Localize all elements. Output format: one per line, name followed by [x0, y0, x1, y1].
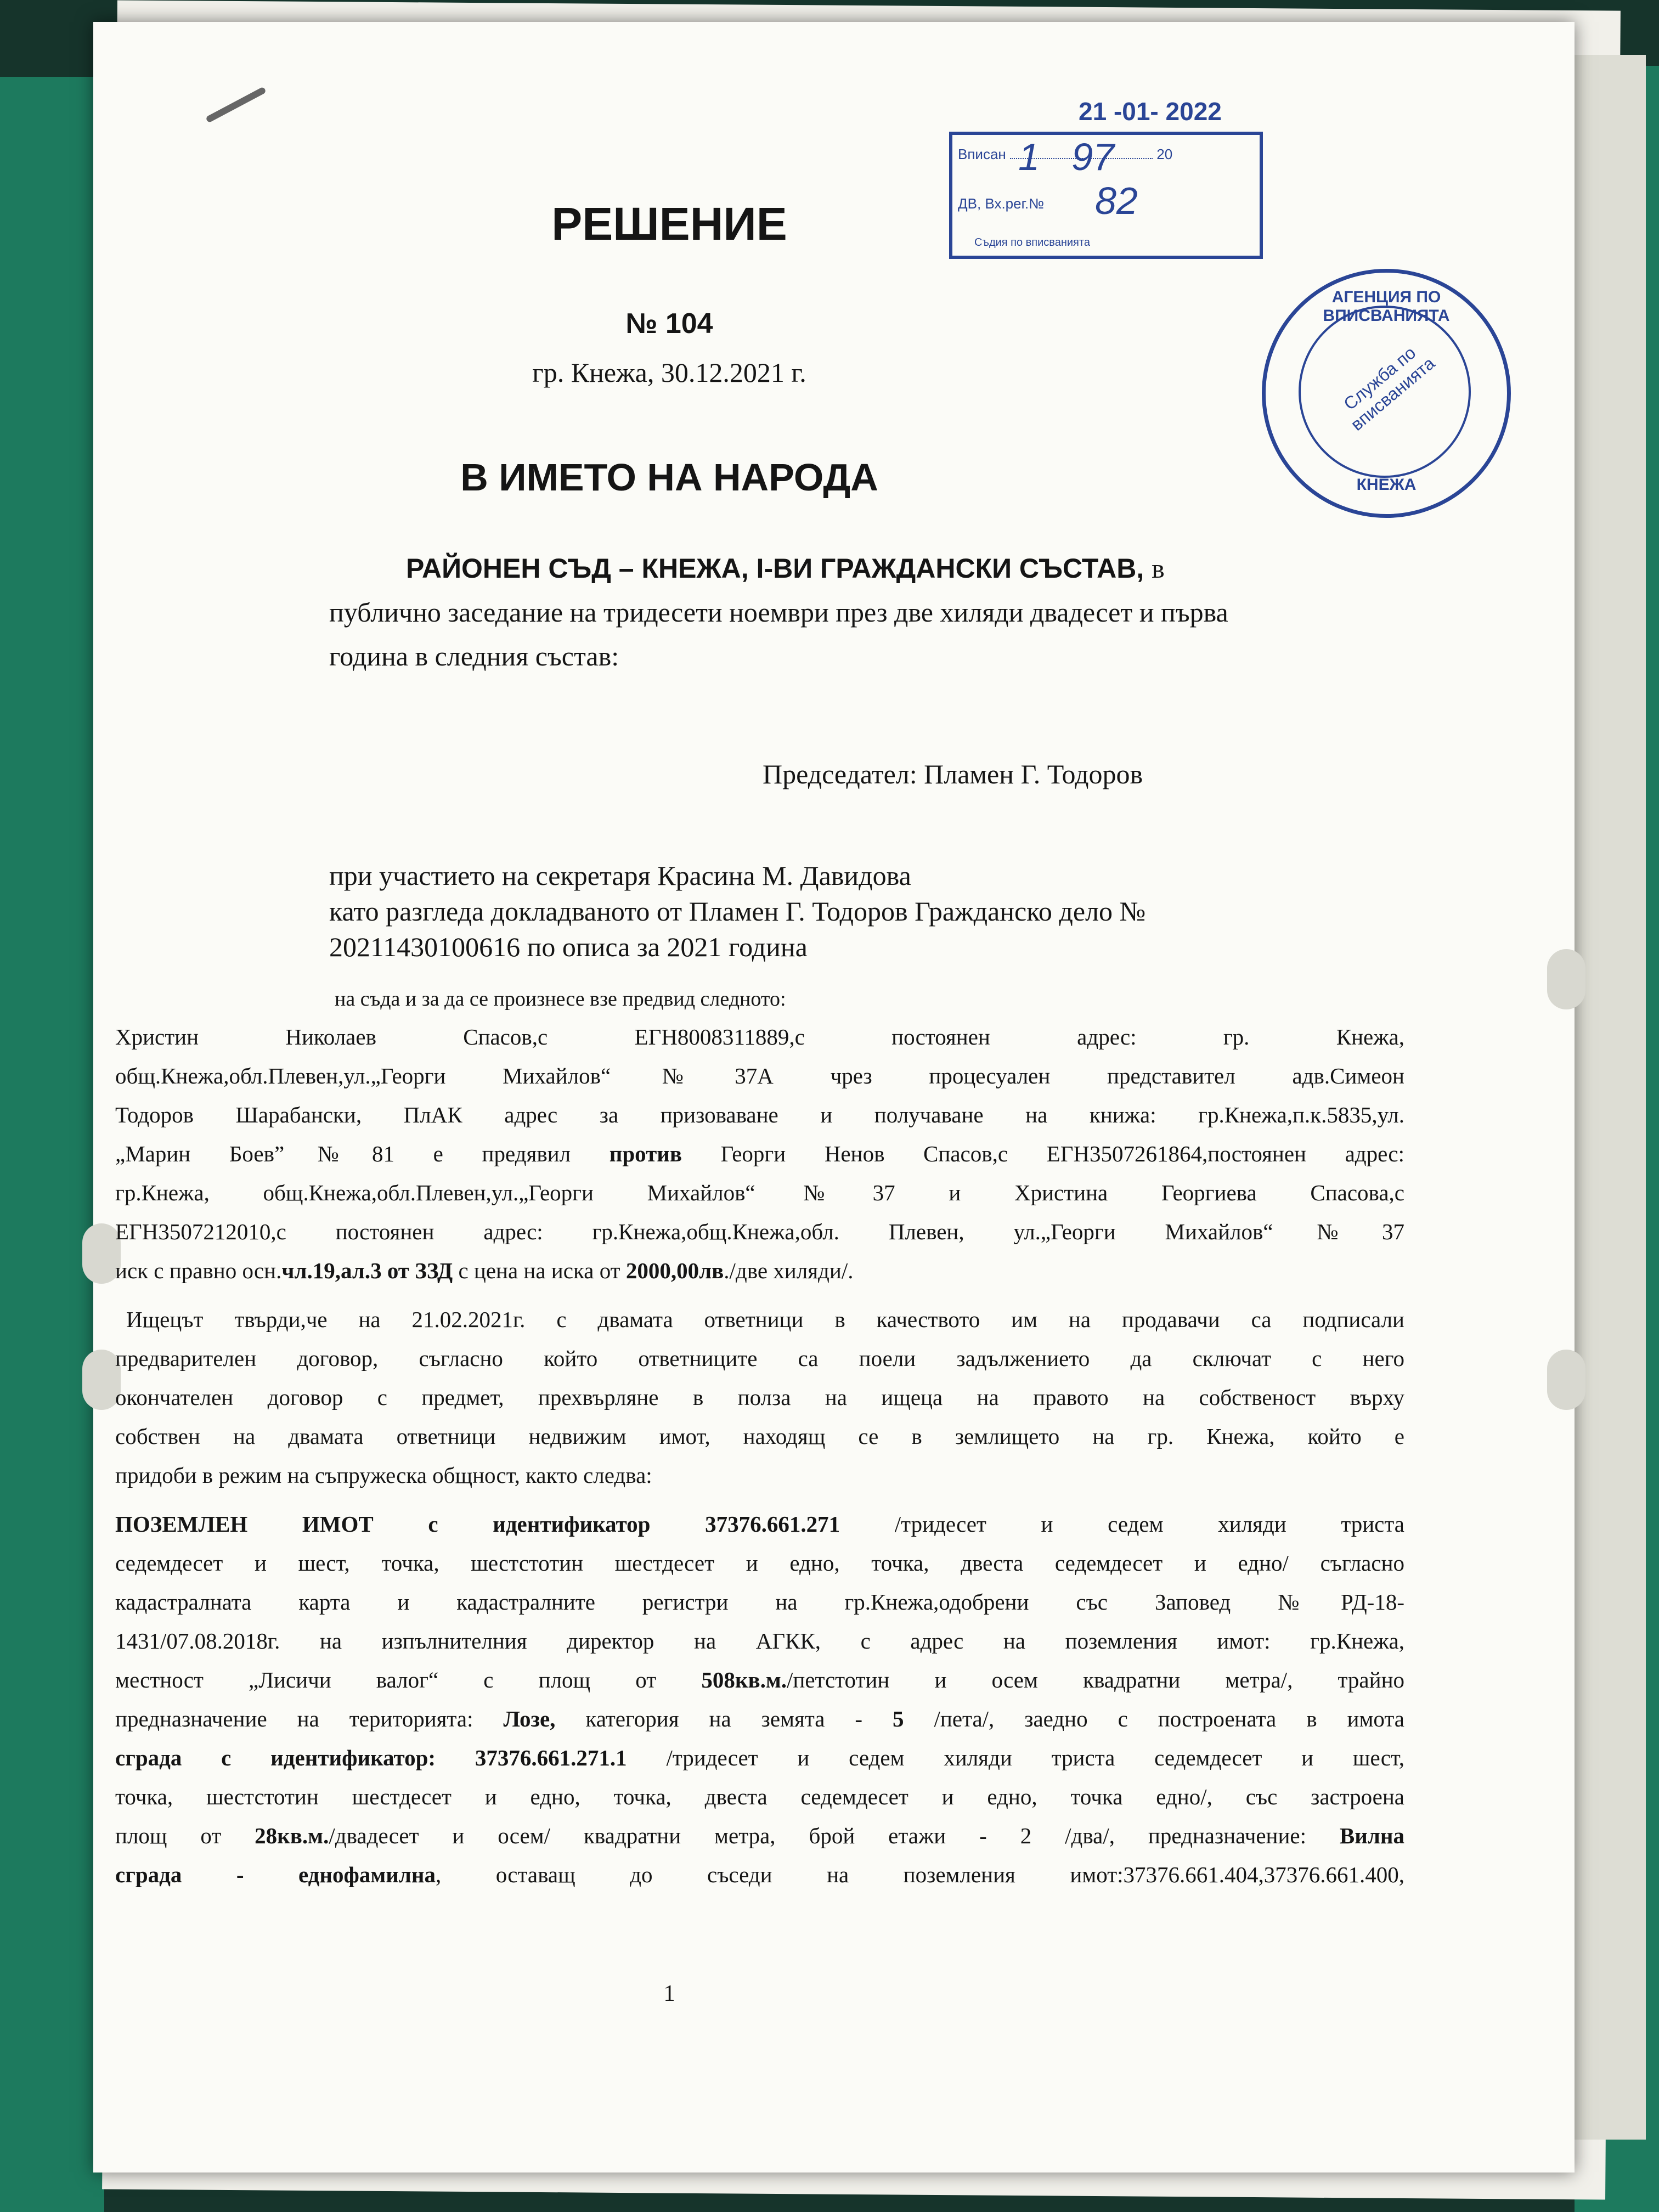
property-text: /тридесет и седем хиляди триста: [840, 1511, 1404, 1537]
property-text: местност „Лисичи валог“ с площ от: [115, 1667, 702, 1692]
building-identifier: сграда с идентификатор: 37376.661.271.1: [115, 1745, 627, 1770]
in-the-name-of-the-people: В ИМЕТО НА НАРОДА: [460, 456, 878, 499]
court-composition: [406, 551, 1165, 585]
court-name: РАЙОНЕН СЪД – КНЕЖА, I-ВИ ГРАЖДАНСКИ СЪСТАВ,: [406, 553, 1144, 584]
claim-line-5: придоби в режим на съпружеска общност, както следва:: [115, 1463, 652, 1488]
seal-bottom-text: КНЕЖА: [1356, 476, 1417, 494]
chair: [763, 757, 1143, 791]
property-text: предназначение на територията:: [115, 1706, 504, 1731]
building-purpose-2: сграда - еднофамилна: [115, 1862, 436, 1887]
official-seal: [1262, 269, 1511, 518]
legal-basis: чл.19,ал.3 от ЗЗД: [281, 1258, 453, 1283]
place-date: гр. Кнежа, 30.12.2021 г.: [532, 357, 806, 388]
property-text: /тридесет и седем хиляди триста седемдесет и шест,: [627, 1745, 1404, 1770]
parties-line-7: [115, 1251, 1404, 1290]
property-line-9: [115, 1816, 1404, 1855]
registration-stamp: [949, 97, 1263, 259]
parties-line-1: Христин Николаев Спасов,с ЕГН8008311889,с постоянен адрес: гр. Кнежа,: [115, 1024, 1404, 1049]
property-line-3: кадастралната карта и кадастралните регистри на гр.Кнежа,одобрени със Заповед №РД-18-: [115, 1589, 1404, 1615]
stamp-handwriting-2: 82: [1095, 179, 1138, 222]
claim-line-4: собствен на двамата ответници недвижим имот, находящ се в землището на гр. Кнежа, който е: [115, 1424, 1404, 1449]
reviewed-line-2: 20211430100616 по описа за 2021 година: [329, 932, 808, 962]
land-category: 5: [893, 1706, 904, 1731]
document-page: [93, 22, 1575, 2172]
building-area: 28кв.м.: [255, 1823, 329, 1848]
stamp-line-judge: Съдия по вписванията: [974, 236, 1090, 249]
property-text: /пета/, заедно с построената в имота: [904, 1706, 1404, 1731]
property-line-8: точка, шестстотин шестдесет и едно, точка, двеста седемдесет и едно, точка едно/, със застроена: [115, 1784, 1404, 1809]
parties-line-3: Тодоров Шарабански, ПлАК адрес за призоваване и получаване на книжа: гр.Кнежа,п.к.5835,ул.: [115, 1102, 1404, 1127]
property-text: площ от: [115, 1823, 255, 1848]
decision-number: № 104: [625, 308, 713, 340]
session-line-1: публично заседание на тридесети ноември през две хиляди двадесет и първа: [329, 597, 1228, 628]
building-purpose: Вилна: [1339, 1823, 1404, 1848]
seal-outer-text: АГЕНЦИЯ ПО ВПИСВАНИЯТА: [1323, 288, 1450, 325]
stamp-date: 21 -01- 2022: [1079, 97, 1222, 126]
pen-mark: [205, 87, 267, 123]
document-title: РЕШЕНИЕ: [551, 198, 787, 250]
considered-line: на съда и за да се произнесе взе предвид следното:: [335, 988, 786, 1011]
claim-line-2: предварителен договор, съгласно който ответниците са поели задължението да сключат с него: [115, 1346, 1404, 1371]
parties-line-4: [115, 1135, 1404, 1173]
property-line-6: [115, 1700, 1404, 1739]
parties-text: иск с правно осн.: [115, 1258, 282, 1283]
claim-line-1: Ищецът твърди,че на 21.02.2021г. с двамата ответници в качеството им на продавачи са подписали: [126, 1307, 1404, 1332]
seal-inner-text: Служба по вписванията: [1340, 342, 1438, 435]
stamp-label-registered: Вписан: [958, 146, 1006, 162]
property-text: /двадесет и осем/ квадратни метра, брой етажи - 2 /два/, предназначение:: [329, 1823, 1340, 1848]
green-folder-left: [0, 77, 104, 2212]
punch-hole: [1547, 949, 1585, 1009]
parties-line-2: общ.Кнежа,обл.Плевен,ул.„Георги Михайлов“№37А чрез процесуален представител адв.Симеон: [115, 1063, 1404, 1088]
stamp-line-dv: ДВ, Вх.рег.№: [958, 195, 1045, 212]
underlying-sheet-2: [1564, 55, 1646, 2140]
property-text: /петстотин и осем квадратни метра/, трайно: [787, 1667, 1405, 1692]
claim-amount: 2000,00лв: [625, 1258, 724, 1283]
session-line-2: година в следния състав:: [329, 641, 619, 672]
property-line-1: [115, 1505, 1404, 1544]
chair-label: Председател:: [763, 759, 917, 789]
land-use: Лозе,: [503, 1706, 556, 1731]
stamp-year: 20: [1156, 146, 1173, 162]
parties-text: Георги Ненов Спасов,с ЕГН3507261864,постоянен адрес:: [682, 1141, 1404, 1166]
secretary-line: при участието на секретаря Красина М. Давидова: [329, 860, 911, 891]
property-line-5: [115, 1661, 1404, 1700]
parties-line-6: ЕГН3507212010,с постоянен адрес: гр.Кнежа,общ.Кнежа,обл. Плевен, ул.„Георги Михайлов“№37: [115, 1219, 1404, 1244]
against-word: против: [609, 1141, 682, 1166]
reviewed-line-1: като разгледа докладваното от Пламен Г. Тодоров Гражданско дело №: [329, 896, 1146, 927]
chair-name: Пламен Г. Тодоров: [924, 759, 1143, 789]
property-line-4: 1431/07.08.2018г. на изпълнителния директор на АГКК, с адрес на поземления имот: гр.Кнежа,: [115, 1628, 1404, 1654]
property-text: категория на земята -: [555, 1706, 893, 1731]
property-identifier: ПОЗЕМЛЕН ИМОТ с идентификатор 37376.661.271: [115, 1511, 840, 1537]
parties-text: „Марин Боев”№81 е предявил: [115, 1141, 610, 1166]
property-text: , оставащ до съседи на поземления имот:37376.661.404,37376.661.400,: [436, 1862, 1405, 1887]
claim-line-3: окончателен договор с предмет, прехвърляне в полза на ищеца на правото на собственост върху: [115, 1385, 1404, 1410]
punch-hole: [1547, 1350, 1585, 1410]
property-area: 508кв.м.: [701, 1667, 787, 1692]
court-line-suffix: в: [1152, 553, 1165, 584]
parties-text: с цена на иска от: [453, 1258, 626, 1283]
stamp-handwriting-1: 1 97: [1018, 136, 1115, 178]
page-number: 1: [663, 1981, 675, 2006]
property-line-2: седемдесет и шест, точка, шестстотин шестдесет и едно, точка, двеста седемдесет и едно/ съгласно: [115, 1550, 1404, 1576]
property-line-10: [115, 1855, 1404, 1894]
property-line-7: [115, 1739, 1404, 1778]
parties-line-5: гр.Кнежа, общ.Кнежа,обл.Плевен,ул.„Георги Михайлов“№37 и Христина Георгиева Спасова,с: [115, 1180, 1404, 1205]
parties-text: ./две хиляди/.: [724, 1258, 854, 1283]
